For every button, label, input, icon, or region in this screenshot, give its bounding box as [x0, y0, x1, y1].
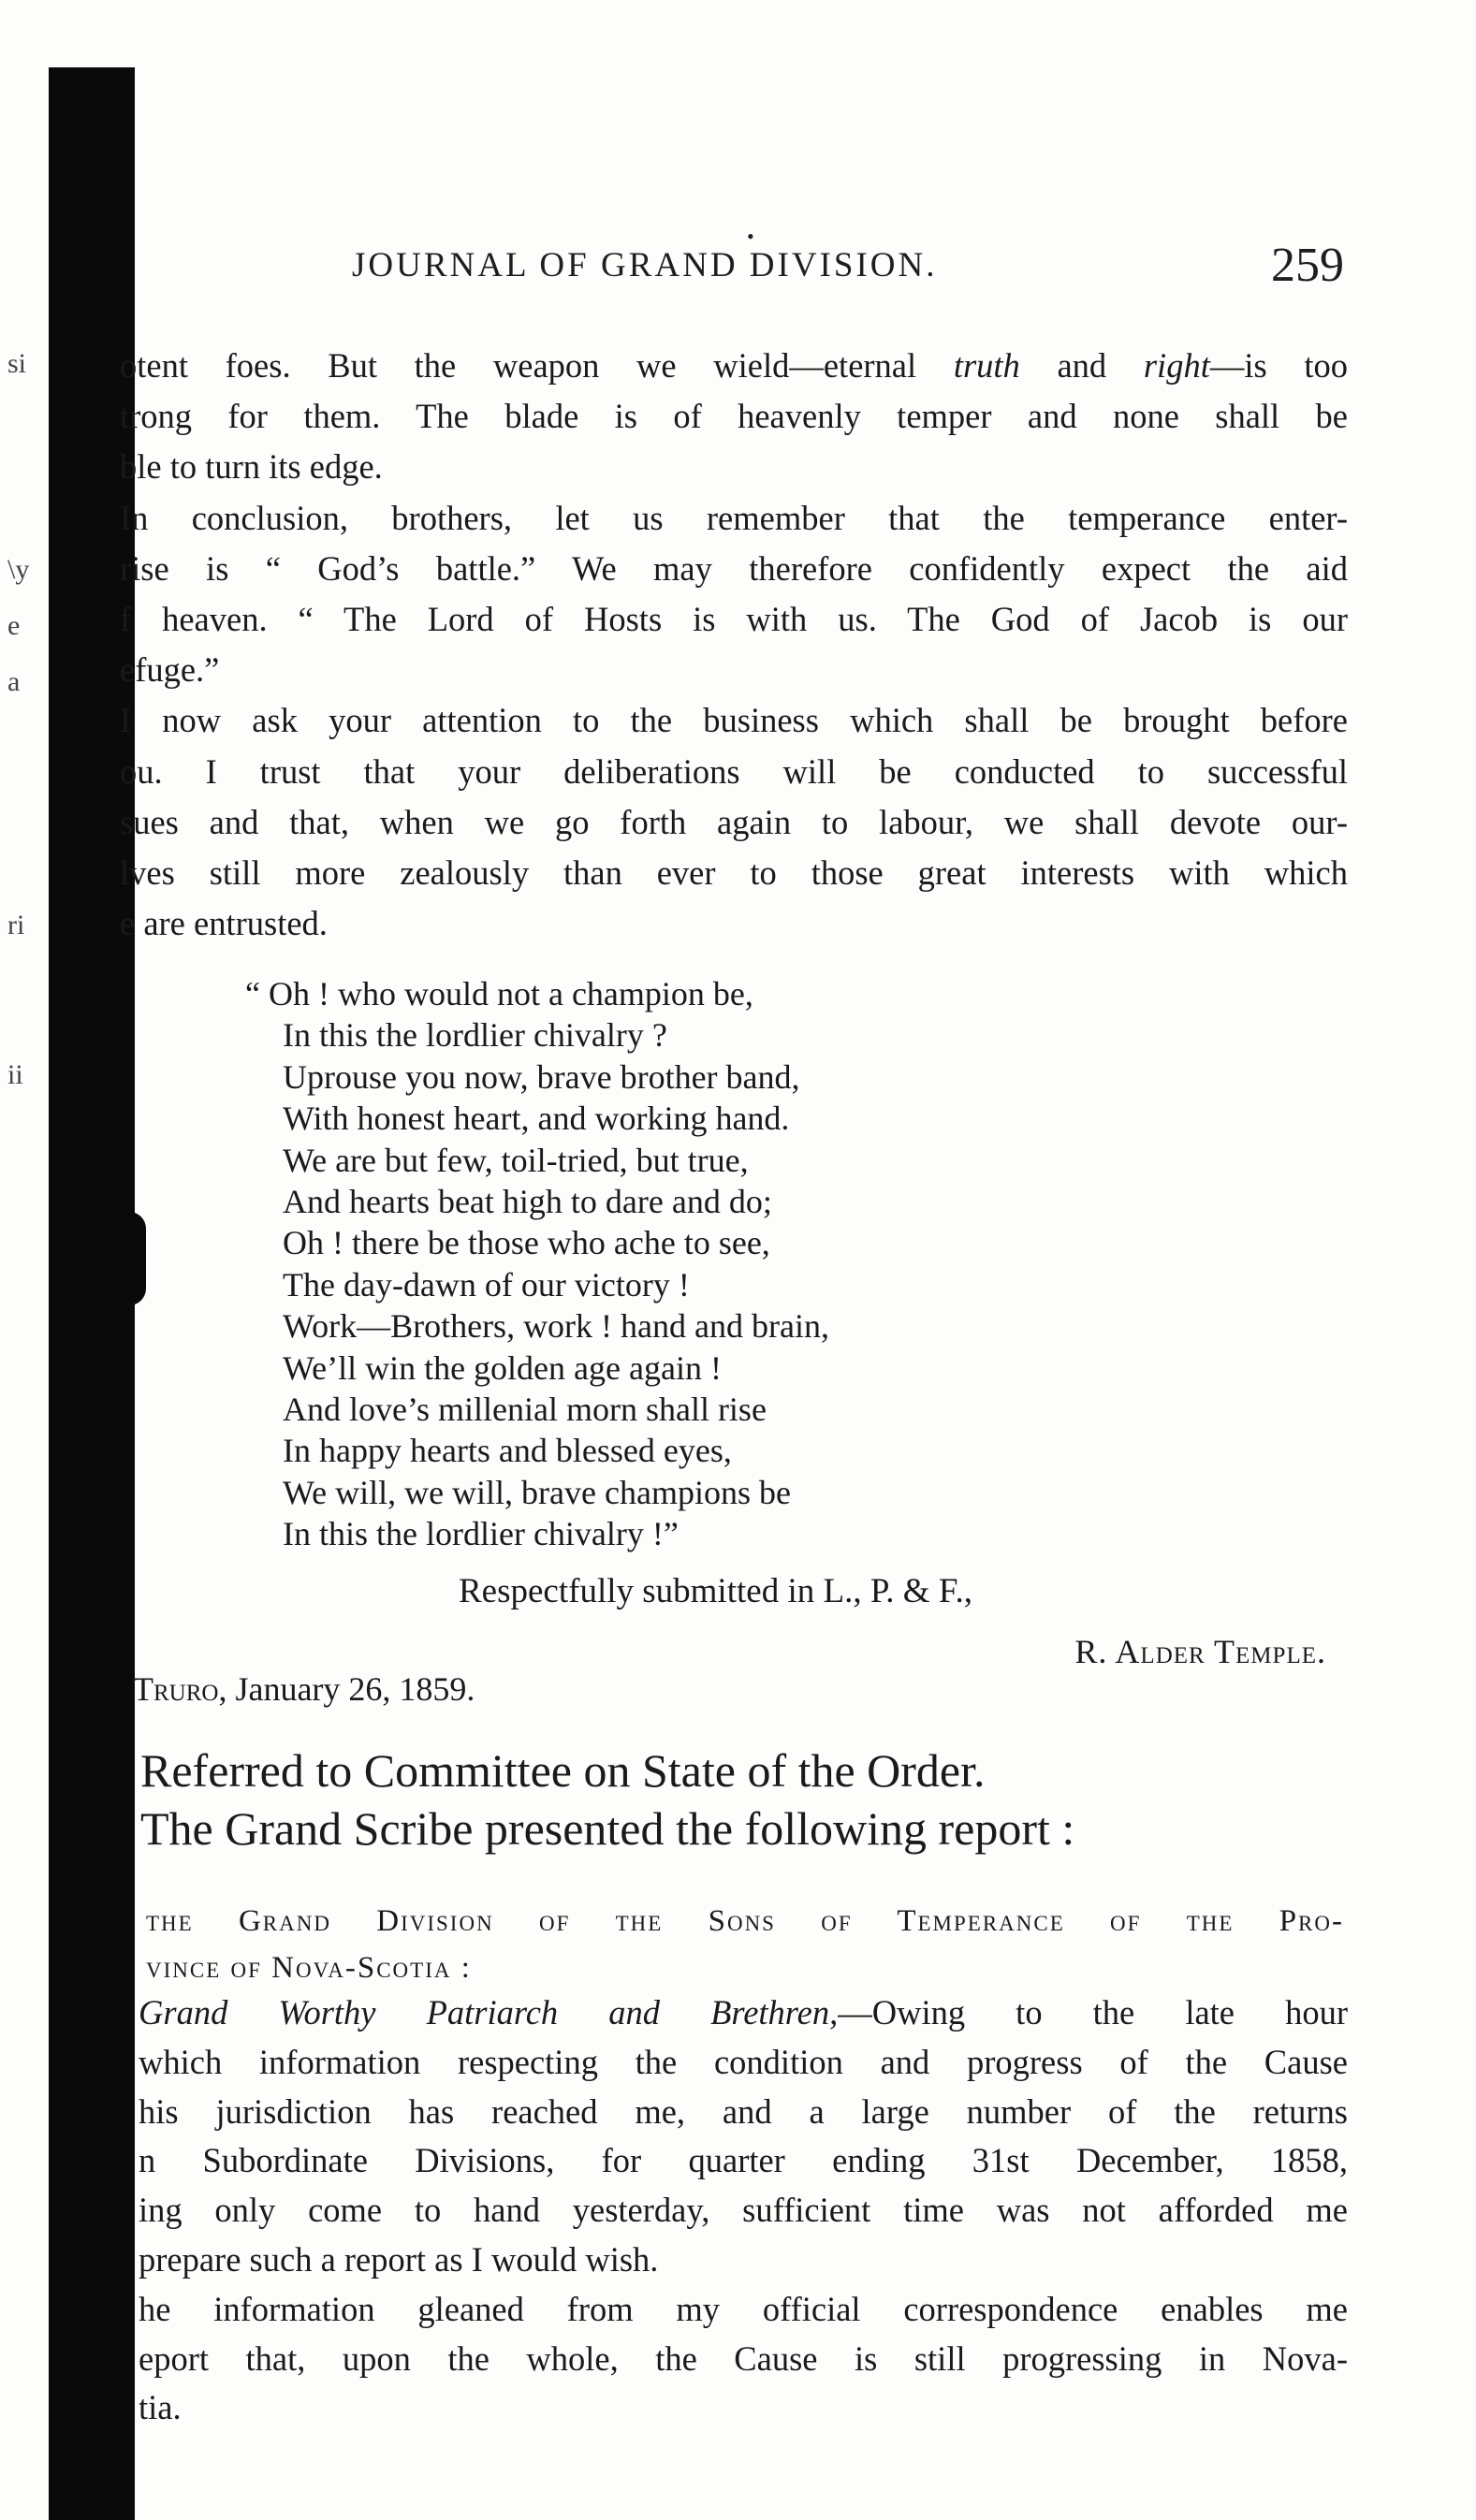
poem-line: In this the lordlier chivalry ? [283, 1016, 667, 1055]
poem [245, 973, 1088, 1555]
text-line: he information gleaned from my official correspondence enables me [139, 2289, 1348, 2328]
italic-word: truth [953, 346, 1020, 385]
text-line: tia. [139, 2388, 182, 2427]
poem-line: Uprouse you now, brave brother band, [283, 1057, 800, 1096]
text-line: efuge.” [120, 650, 220, 690]
text-line: e are entrusted. [120, 904, 328, 943]
gutter-fragment: ri [7, 910, 25, 940]
poem-line: We’ll win the golden age again ! [283, 1348, 722, 1387]
text-line: ing only come to hand yesterday, sufficient time was not afforded me [139, 2191, 1348, 2230]
gutter-fragment: a [7, 666, 21, 697]
gutter-fragments [0, 0, 49, 2520]
poem-line: And hearts beat high to dare and do; [283, 1183, 772, 1221]
signoff: Respectfully submitted in L., P. & F., [459, 1572, 972, 1610]
poem-line: The day-dawn of our victory ! [283, 1265, 690, 1304]
dateline-place: Truro, [133, 1670, 227, 1708]
text-line: sues and that, when we go forth again to labour, we shall devote our- [120, 802, 1348, 841]
report-address [146, 1898, 1344, 1991]
text-line: rise is “ God’s battle.” We may therefore confidently expect the aid [120, 548, 1348, 588]
poem-line: “ Oh ! who would not a champion be, [245, 975, 753, 1012]
scribe-heading: The Grand Scribe presented the following report : [140, 1802, 1075, 1855]
text-run: otent foes. But the weapon we wield—eternal [120, 346, 954, 385]
text-line: f heaven. “ The Lord of Hosts is with us. The God of Jacob is our [120, 600, 1348, 639]
text-line: n Subordinate Divisions, for quarter ending 31st December, 1858, [139, 2141, 1348, 2180]
text-line: prepare such a report as I would wish. [139, 2239, 659, 2279]
poem-line: And love’s millenial morn shall rise [283, 1391, 767, 1429]
paragraph [120, 695, 1348, 949]
page-number: 259 [1271, 239, 1344, 292]
poem-line: In happy hearts and blessed eyes, [283, 1432, 732, 1470]
dateline [133, 1669, 475, 1709]
text-line: I now ask your attention to the business which shall be brought before [120, 701, 1348, 740]
header-ornament: • [747, 225, 754, 248]
paragraph [120, 493, 1348, 696]
address-line: the Grand Division of the Sons of Temperance of the Pro- [146, 1904, 1344, 1938]
dateline-date: January 26, 1859. [235, 1670, 475, 1708]
text-line: eport that, upon the whole, the Cause is still progressing in Nova- [139, 2338, 1348, 2378]
body-text [120, 341, 1348, 949]
italic-word: right [1143, 346, 1210, 385]
text-run: —is too [1209, 346, 1348, 385]
paragraph [120, 341, 1348, 493]
poem-line: Oh ! there be those who ache to see, [283, 1224, 770, 1262]
text-line [120, 341, 1348, 391]
text-line: In conclusion, brothers, let us remember that the temperance enter- [120, 498, 1348, 537]
binding-notch [122, 1212, 146, 1305]
text-line [139, 1988, 1348, 2038]
salutation: Grand Worthy Patriarch and Brethren, [139, 1993, 839, 2032]
poem-line: We will, we will, brave champions be [283, 1473, 791, 1511]
paragraph [139, 1988, 1348, 2285]
poem-line: We are but few, toil-tried, but true, [283, 1141, 749, 1179]
poem-line: With honest heart, and working hand. [283, 1100, 790, 1138]
address-line: vince of Nova-Scotia : [146, 1951, 472, 1985]
poem-line: Work—Brothers, work ! hand and brain, [283, 1307, 829, 1346]
gutter-fragment: \y [7, 554, 30, 585]
text-line: his jurisdiction has reached me, and a large number of the returns [139, 2091, 1348, 2131]
text-line: which information respecting the condition and progress of the Cause [139, 2042, 1348, 2081]
page-header [352, 225, 1344, 301]
text-line: ble to turn its edge. [120, 447, 383, 487]
gutter-fragment: si [7, 348, 27, 379]
text-line: trong for them. The blade is of heavenly temper and none shall be [120, 397, 1348, 436]
signature: R. Alder Temple. [1074, 1633, 1326, 1670]
text-run: —Owing to the late hour [838, 1993, 1348, 2032]
referred-heading: Referred to Committee on State of the Order. [140, 1744, 986, 1797]
gutter-fragment: ii [7, 1059, 23, 1090]
text-run: and [1019, 346, 1144, 385]
text-line: lves still more zealously than ever to those great interests with which [120, 853, 1348, 893]
text-line: ou. I trust that your deliberations will be conducted to successful [120, 751, 1348, 791]
paragraph [139, 2285, 1348, 2433]
running-head: JOURNAL OF GRAND DIVISION. [352, 246, 938, 284]
gutter-fragment: e [7, 610, 21, 641]
poem-line: In this the lordlier chivalry !” [283, 1515, 679, 1553]
report-body [139, 1988, 1348, 2433]
